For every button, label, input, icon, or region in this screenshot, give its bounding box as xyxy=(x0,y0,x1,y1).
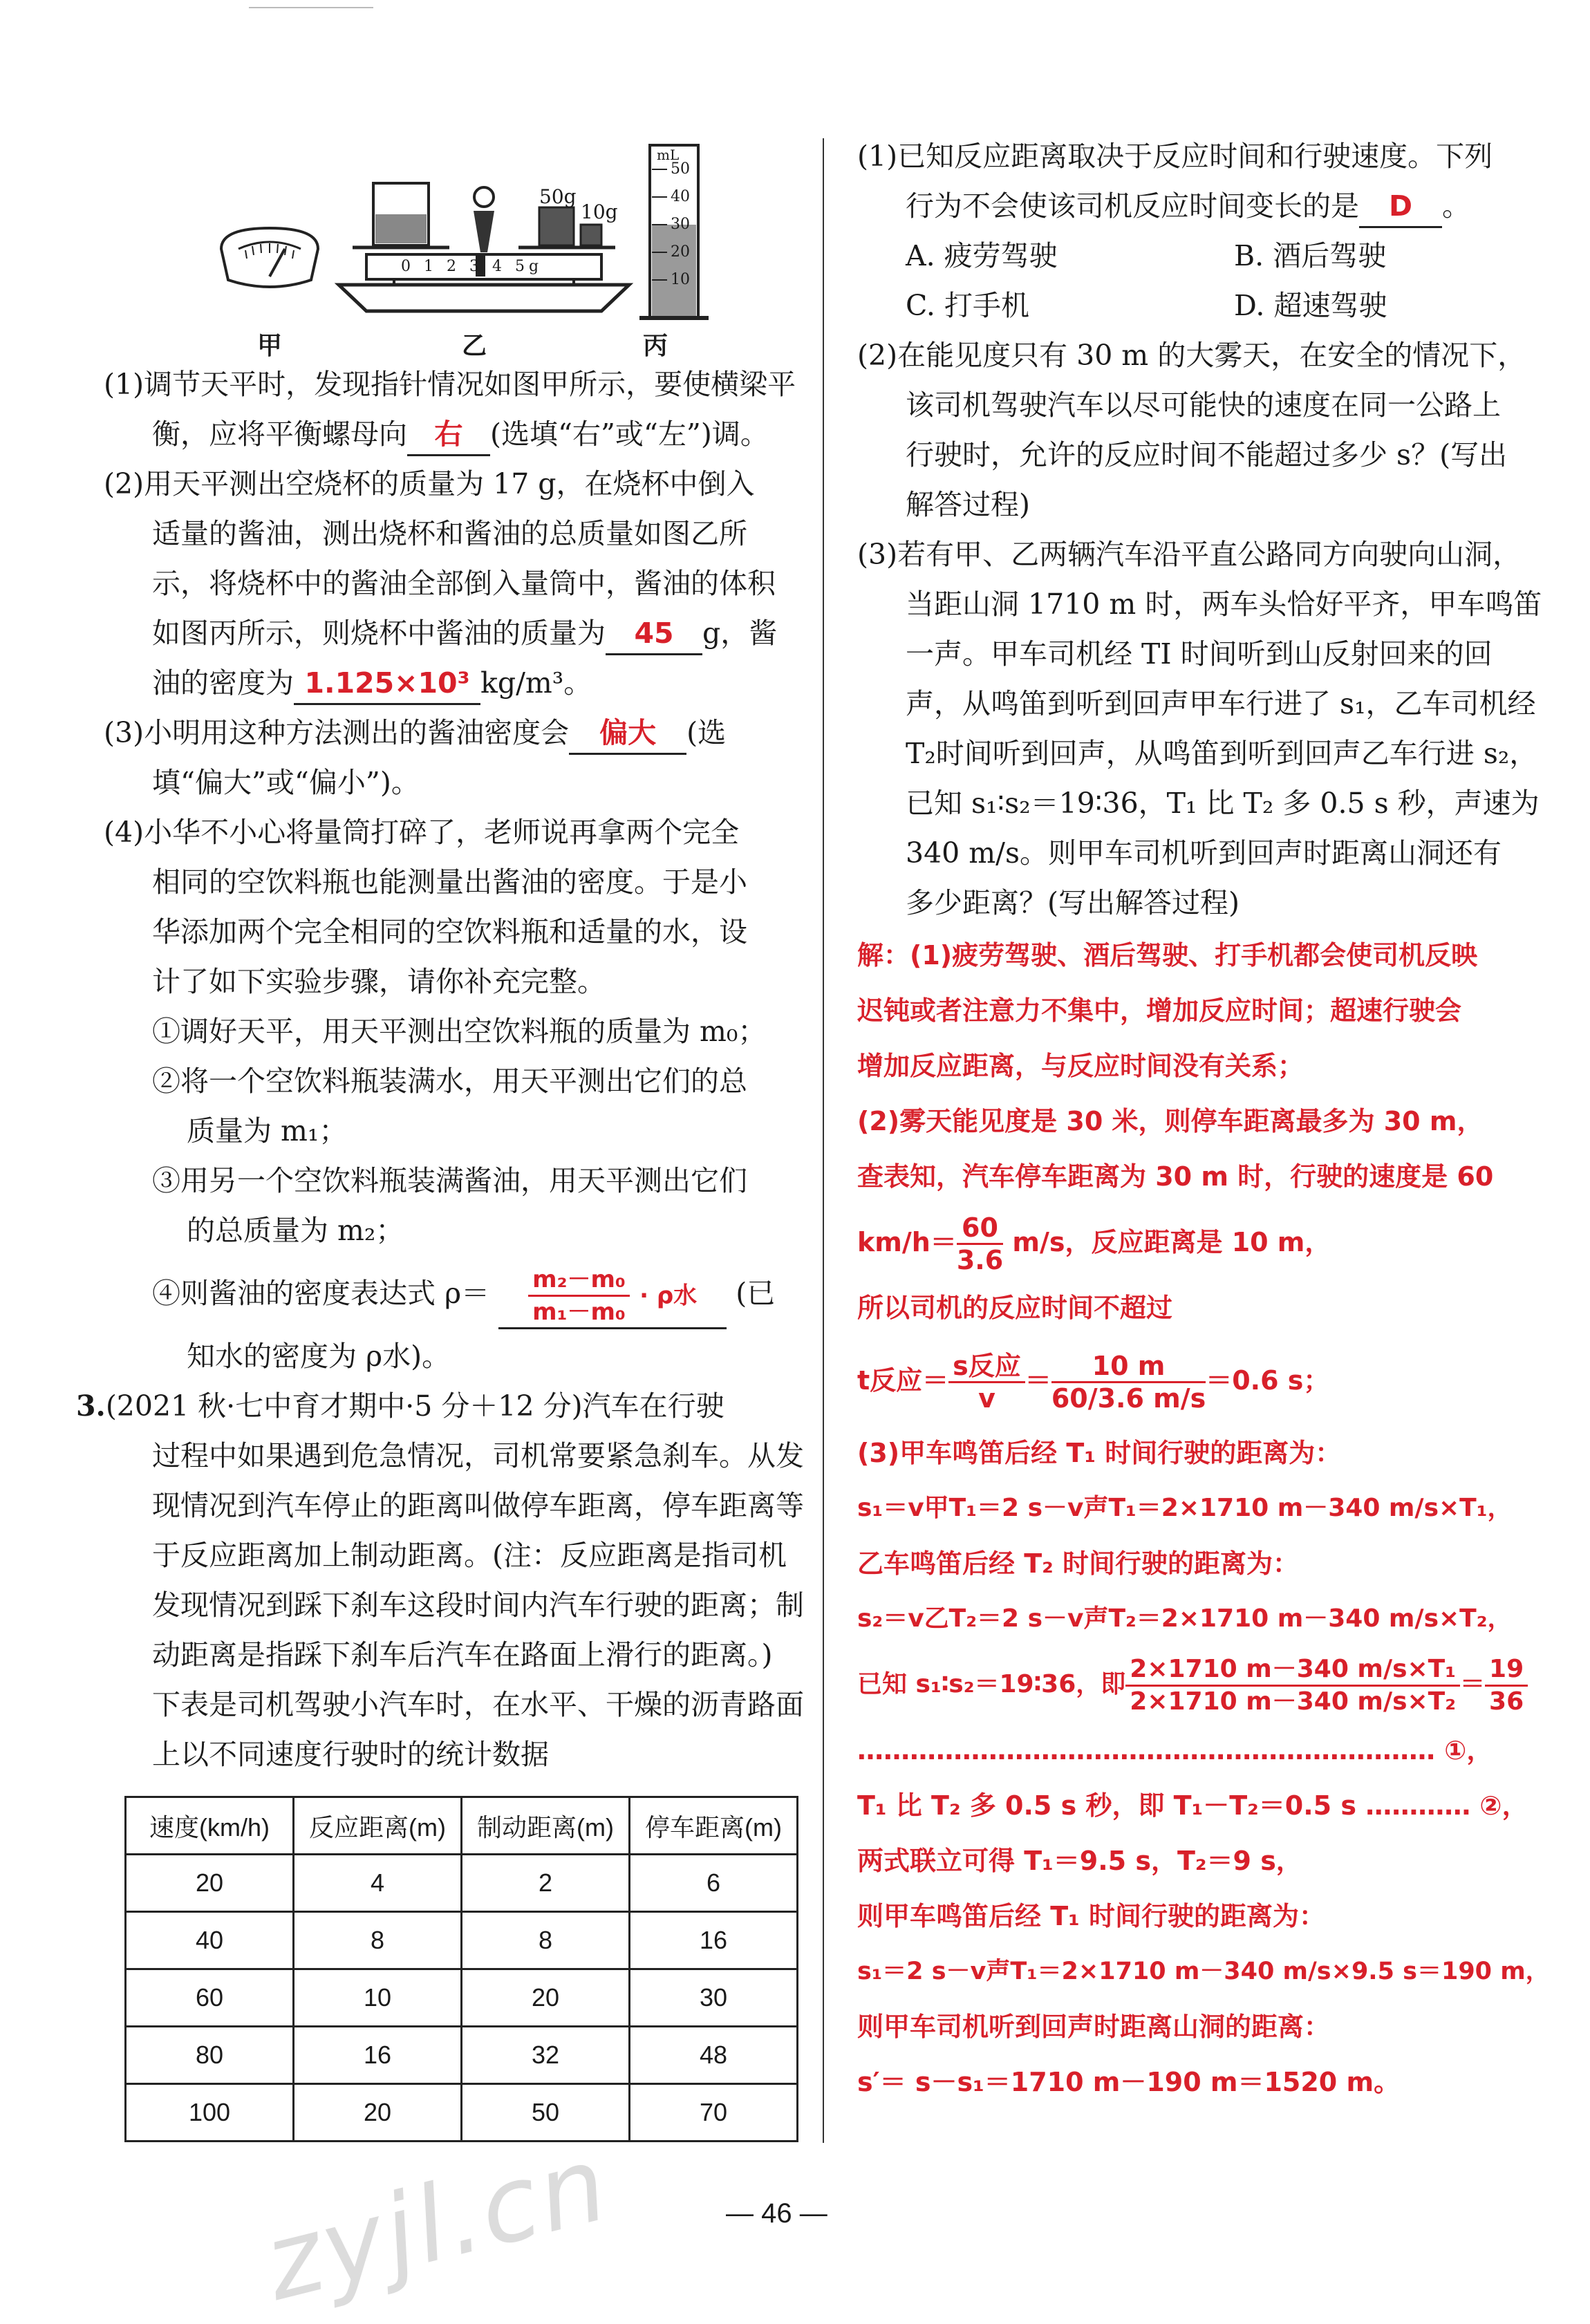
option-d: D. 超速驾驶 xyxy=(1234,289,1387,322)
solution-c9: 则甲车鸣笛后经 T₁ 时间行驶的距离为： xyxy=(857,1901,1326,1931)
solution-b2: 查表知，汽车停车距离为 30 m 时，行驶的速度是 60 xyxy=(857,1161,1494,1192)
table-cell: 8 xyxy=(294,1912,462,1969)
q2-step2-line2: 质量为 m₁； xyxy=(187,1114,348,1147)
q2-step3-line1: ③用另一个空饮料瓶装满酱油，用天平测出它们 xyxy=(152,1164,747,1197)
q3-stem-line3: 现情况到汽车停止的距离叫做停车距离，停车距离等 xyxy=(152,1489,804,1522)
ratio-fraction-numerator: 2×1710 m－340 m/s×T₁ xyxy=(1125,1654,1460,1687)
q2-step2-line1: ②将一个空饮料瓶装满水，用天平测出它们的总 xyxy=(152,1065,747,1098)
ratio-result-denominator: 36 xyxy=(1489,1687,1524,1716)
solution-b4: 所以司机的反应时间不超过 xyxy=(857,1293,1173,1323)
q3-part3-line4: 声，从鸣笛到听到回声甲车行进了 s₁，乙车司机经 xyxy=(906,687,1536,720)
table-cell: 10 xyxy=(294,1969,462,2027)
q3-stem-line6: 动距离是指踩下刹车后汽车在路面上滑行的距离。) xyxy=(152,1638,773,1671)
q3-part1-text: 行为不会使该司机反应时间变长的是 xyxy=(906,189,1359,223)
table-body xyxy=(126,1855,798,2142)
solution-c12: s′＝ s－s₁＝1710 m－190 m＝1520 m。 xyxy=(857,2067,1401,2097)
solution-a1: 解：(1)疲劳驾驶、酒后驾驶、打手机都会使司机反映 xyxy=(857,940,1478,971)
solution-c4: s₂＝v乙T₂＝2 s－v声T₂＝2×1710 m－340 m/s×T₂， xyxy=(857,1604,1513,1633)
weight-10g-label: 10g xyxy=(581,200,618,223)
speed-fraction-denominator: 3.6 xyxy=(956,1245,1004,1275)
solution-b5-t: t反应＝ xyxy=(857,1365,949,1396)
q3-part2-line2: 该司机驾驶汽车以尽可能快的速度在同一公路上 xyxy=(906,388,1501,422)
q3-options-row2 xyxy=(857,281,1562,330)
solution-b3-pre: km/h＝ xyxy=(857,1227,957,1257)
table-cell: 32 xyxy=(462,2027,630,2084)
time-fraction-2-denominator: 60/3.6 m/s xyxy=(1051,1383,1206,1414)
cylinder-tick-10: 10 xyxy=(671,271,690,288)
q2-part1-line2 xyxy=(104,409,809,459)
table-header-stopping: 停车距离(m) xyxy=(630,1797,798,1855)
solution-c7: T₁ 比 T₂ 多 0.5 s 秒，即 T₁－T₂＝0.5 s ………… ②， xyxy=(857,1790,1528,1821)
figure-label-yi: 乙 xyxy=(462,331,487,360)
solution-a2: 迟钝或者注意力不集中，增加反应时间；超速行驶会 xyxy=(857,995,1462,1026)
q3-stem-line1 xyxy=(76,1381,809,1431)
q2-part1-text: 衡，应将平衡螺母向 xyxy=(152,418,407,451)
q3-stem-line7: 下表是司机驾驶小汽车时，在水平、干燥的沥青路面 xyxy=(152,1688,804,1721)
option-b: B. 酒后驾驶 xyxy=(1234,239,1387,272)
ratio-result-numerator: 19 xyxy=(1485,1654,1528,1687)
q2-part4-line2: 相同的空饮料瓶也能测量出酱油的密度。于是小 xyxy=(152,865,747,899)
ratio-result-fraction xyxy=(1485,1654,1528,1717)
q3-part2-line3: 行驶时，允许的反应时间不能超过多少 s？(写出 xyxy=(906,438,1508,471)
time-fraction-2-numerator: 10 m xyxy=(1051,1351,1206,1383)
q2-part2-text: 如图丙所示，则烧杯中酱油的质量为 xyxy=(152,617,606,650)
q2-part3-answer: 偏大 xyxy=(569,713,686,755)
table-cell: 80 xyxy=(126,2027,294,2084)
table-cell: 16 xyxy=(630,1912,798,1969)
q3-number: 3. xyxy=(76,1389,106,1423)
right-column xyxy=(857,131,1562,2110)
q2-step4-line1 xyxy=(104,1255,809,1331)
solution-c6: ………………………………………………………… ①， xyxy=(857,1735,1493,1765)
solution-b3 xyxy=(857,1204,1562,1280)
q2-part1-hint: (选填“右”或“左”)调。 xyxy=(490,418,769,451)
option-a: A. 疲劳驾驶 xyxy=(906,239,1058,272)
solution-c2: s₁＝v甲T₁＝2 s－v声T₁＝2×1710 m－340 m/s×T₁， xyxy=(857,1494,1513,1522)
solution-c8: 两式联立可得 T₁＝9.5 s，T₂＝9 s， xyxy=(857,1846,1302,1876)
table-cell: 16 xyxy=(294,2027,462,2084)
solution-c1: (3)甲车鸣笛后经 T₁ 时间行驶的距离为： xyxy=(857,1438,1342,1468)
time-fraction-1-denominator: v xyxy=(978,1383,995,1414)
top-rule xyxy=(249,7,373,8)
q2-step4-hint: (已 xyxy=(736,1277,776,1310)
q3-part1-line1: (1)已知反应距离取决于反应时间和行驶速度。下列 xyxy=(857,140,1493,173)
q2-part2-density-unit: kg/m³。 xyxy=(480,666,592,700)
solution-c5-eq: ＝ xyxy=(1460,1670,1486,1698)
figure-label-jia: 甲 xyxy=(257,331,283,360)
page-number: — 46 — xyxy=(726,2198,827,2229)
solution-b5-post: ＝0.6 s； xyxy=(1206,1365,1330,1396)
q2-part2-answer-mass: 45 xyxy=(606,613,702,655)
speed-fraction-numerator: 60 xyxy=(957,1212,1003,1245)
table-cell: 50 xyxy=(462,2084,630,2142)
watermark: zyjl.cn xyxy=(253,2123,621,2324)
q3-part2-line1: (2)在能见度只有 30 m 的大雾天，在安全的情况下， xyxy=(857,339,1526,372)
density-fraction-numerator: m₂－m₀ xyxy=(528,1264,630,1297)
q2-part2-line4 xyxy=(104,608,809,658)
q2-part3-hint: (选 xyxy=(686,716,727,749)
weight-50g-label: 50g xyxy=(539,185,577,208)
q2-step4-text: ④则酱油的密度表达式 ρ＝ xyxy=(152,1277,490,1310)
q3-stem-line8: 上以不同速度行驶时的统计数据 xyxy=(152,1738,549,1771)
solution-c10: s₁＝2 s－v声T₁＝2×1710 m－340 m/s×9.5 s＝190 m， xyxy=(857,1958,1550,1985)
solution-b3-post: m/s，反应距离是 10 m， xyxy=(1012,1227,1331,1257)
q3-stem-line2: 过程中如果遇到危急情况，司机常要紧急刹车。从发 xyxy=(152,1439,804,1472)
table-cell: 40 xyxy=(126,1912,294,1969)
q2-part3-text: (3)小明用这种方法测出的酱油密度会 xyxy=(104,716,570,749)
table-cell: 60 xyxy=(126,1969,294,2027)
q3-stem-line5: 发现情况到踩下刹车这段时间内汽车行驶的距离；制 xyxy=(152,1589,804,1622)
table-header-reaction: 反应距离(m) xyxy=(294,1797,462,1855)
q2-part2-density-text: 油的密度为 xyxy=(152,666,294,700)
solution-a3: 增加反应距离，与反应时间没有关系； xyxy=(857,1051,1304,1081)
pointer-dial-figure xyxy=(221,228,318,287)
q2-part4-line3: 华添加两个完全相同的空饮料瓶和适量的水，设 xyxy=(152,915,747,948)
table-header-braking: 制动距离(m) xyxy=(462,1797,630,1855)
solution-c5 xyxy=(857,1647,1562,1723)
q3-part3-line2: 当距山洞 1710 m 时，两车头恰好平齐，甲车鸣笛 xyxy=(906,588,1542,621)
solution-c11: 则甲车司机听到回声时距离山洞的距离： xyxy=(857,2012,1331,2042)
q2-part4-line1: (4)小华不小心将量筒打碎了，老师说再拿两个完全 xyxy=(104,816,740,849)
cylinder-tick-50: 50 xyxy=(671,160,690,178)
q3-options-row1 xyxy=(857,231,1562,281)
q3-part3-line1: (3)若有甲、乙两辆汽车沿平直公路同方向驶向山洞， xyxy=(857,538,1522,571)
q3-part3-line6: 已知 s₁∶s₂＝19∶36，T₁ 比 T₂ 多 0.5 s 秒，声速为 xyxy=(906,787,1540,820)
column-divider xyxy=(823,138,824,2143)
q2-part2-answer-density: 1.125×10³ xyxy=(294,663,480,705)
q2-step1: ①调好天平，用天平测出空饮料瓶的质量为 m₀； xyxy=(152,1015,767,1048)
table-cell: 4 xyxy=(294,1855,462,1912)
solution-c5-pre: 已知 s₁∶s₂＝19∶36，即 xyxy=(857,1670,1126,1698)
q3-part3-line8: 多少距离？(写出解答过程) xyxy=(906,886,1240,919)
table-cell: 8 xyxy=(462,1912,630,1969)
table-cell: 48 xyxy=(630,2027,798,2084)
q2-part1-line1: (1)调节天平时，发现指针情况如图甲所示，要使横梁平 xyxy=(104,368,796,401)
solution-b1: (2)雾天能见度是 30 米，则停车距离最多为 30 m， xyxy=(857,1106,1484,1136)
q3-part1-answer: D xyxy=(1359,186,1442,228)
density-fraction-tail: · ρ水 xyxy=(639,1282,698,1309)
stopping-distance-table xyxy=(124,1796,798,2142)
time-fraction-1-numerator: s反应 xyxy=(948,1351,1025,1383)
q3-part3-line7: 340 m/s。则甲车司机听到回声时距离山洞还有 xyxy=(906,836,1502,870)
table-row xyxy=(126,2027,798,2084)
table-cell: 6 xyxy=(630,1855,798,1912)
q2-step4-answer xyxy=(498,1264,727,1329)
time-fraction-2 xyxy=(1051,1351,1206,1414)
apparatus-svg xyxy=(104,131,809,332)
table-row xyxy=(126,1969,798,2027)
q2-step4-line2: 知水的密度为 ρ水)。 xyxy=(187,1340,451,1373)
table-row xyxy=(126,1855,798,1912)
option-c: C. 打手机 xyxy=(906,289,1029,322)
q2-part3-line1 xyxy=(104,708,809,758)
speed-fraction xyxy=(957,1212,1003,1275)
cylinder-tick-30: 30 xyxy=(671,216,690,233)
q2-part3-line2: 填“偏大”或“偏小”)。 xyxy=(152,766,420,799)
table-row xyxy=(126,1912,798,1969)
density-fraction-denominator: m₁－m₀ xyxy=(532,1297,626,1326)
table-cell: 70 xyxy=(630,2084,798,2142)
solution-b5-eq: ＝ xyxy=(1025,1365,1051,1396)
q2-part4-line4: 计了如下实验步骤，请你补充完整。 xyxy=(152,965,606,998)
table-cell: 100 xyxy=(126,2084,294,2142)
q2-part2-line5 xyxy=(104,658,809,708)
table-row xyxy=(126,2084,798,2142)
table-cell: 20 xyxy=(294,2084,462,2142)
density-fraction xyxy=(528,1264,630,1327)
table-header-speed: 速度(km/h) xyxy=(126,1797,294,1855)
left-column xyxy=(76,131,809,2142)
ratio-fraction-denominator: 2×1710 m－340 m/s×T₂ xyxy=(1130,1687,1457,1716)
table-cell: 20 xyxy=(462,1969,630,2027)
table-cell: 2 xyxy=(462,1855,630,1912)
q3-part2-line4: 解答过程) xyxy=(906,488,1030,521)
table-header-row xyxy=(126,1797,798,1855)
q2-part2-unit: g，酱 xyxy=(702,617,778,650)
q2-part1-answer: 右 xyxy=(407,414,490,456)
figure-label-bing: 丙 xyxy=(643,331,668,360)
q2-part2-line1: (2)用天平测出空烧杯的质量为 17 g，在烧杯中倒入 xyxy=(104,467,755,500)
q3-part3-line3: 一声。甲车司机经 TI 时间听到山反射回来的回 xyxy=(906,637,1493,671)
q3-part1-line2 xyxy=(857,181,1562,231)
q2-part2-line2: 适量的酱油，测出烧杯和酱油的总质量如图乙所 xyxy=(152,517,747,550)
ratio-fraction xyxy=(1125,1654,1460,1717)
table-cell: 30 xyxy=(630,1969,798,2027)
q3-part3-line5: T₂时间听到回声，从鸣笛到听到回声乙车行进 s₂， xyxy=(906,737,1538,770)
figure-apparatus xyxy=(104,131,809,359)
scale-ticks-label: 0 1 2 3 4 5g xyxy=(401,258,543,275)
cylinder-tick-20: 20 xyxy=(671,243,690,261)
solution-c3: 乙车鸣笛后经 T₂ 时间行驶的距离为： xyxy=(857,1548,1300,1579)
q3-source: (2021 秋·七中育才期中·5 分＋12 分)汽车在行驶 xyxy=(105,1389,724,1423)
q2-step3-line2: 的总质量为 m₂； xyxy=(187,1214,404,1247)
q3-part1-period: 。 xyxy=(1442,189,1470,223)
q2-part2-line3: 示，将烧杯中的酱油全部倒入量筒中，酱油的体积 xyxy=(152,567,776,600)
table-cell: 20 xyxy=(126,1855,294,1912)
cylinder-tick-40: 40 xyxy=(671,188,690,205)
q3-stem-line4: 于反应距离加上制动距离。(注：反应距离是指司机 xyxy=(152,1539,787,1572)
solution-b5 xyxy=(857,1336,1562,1425)
time-fraction-1 xyxy=(948,1351,1025,1414)
cylinder-unit-label: mL xyxy=(657,147,680,163)
